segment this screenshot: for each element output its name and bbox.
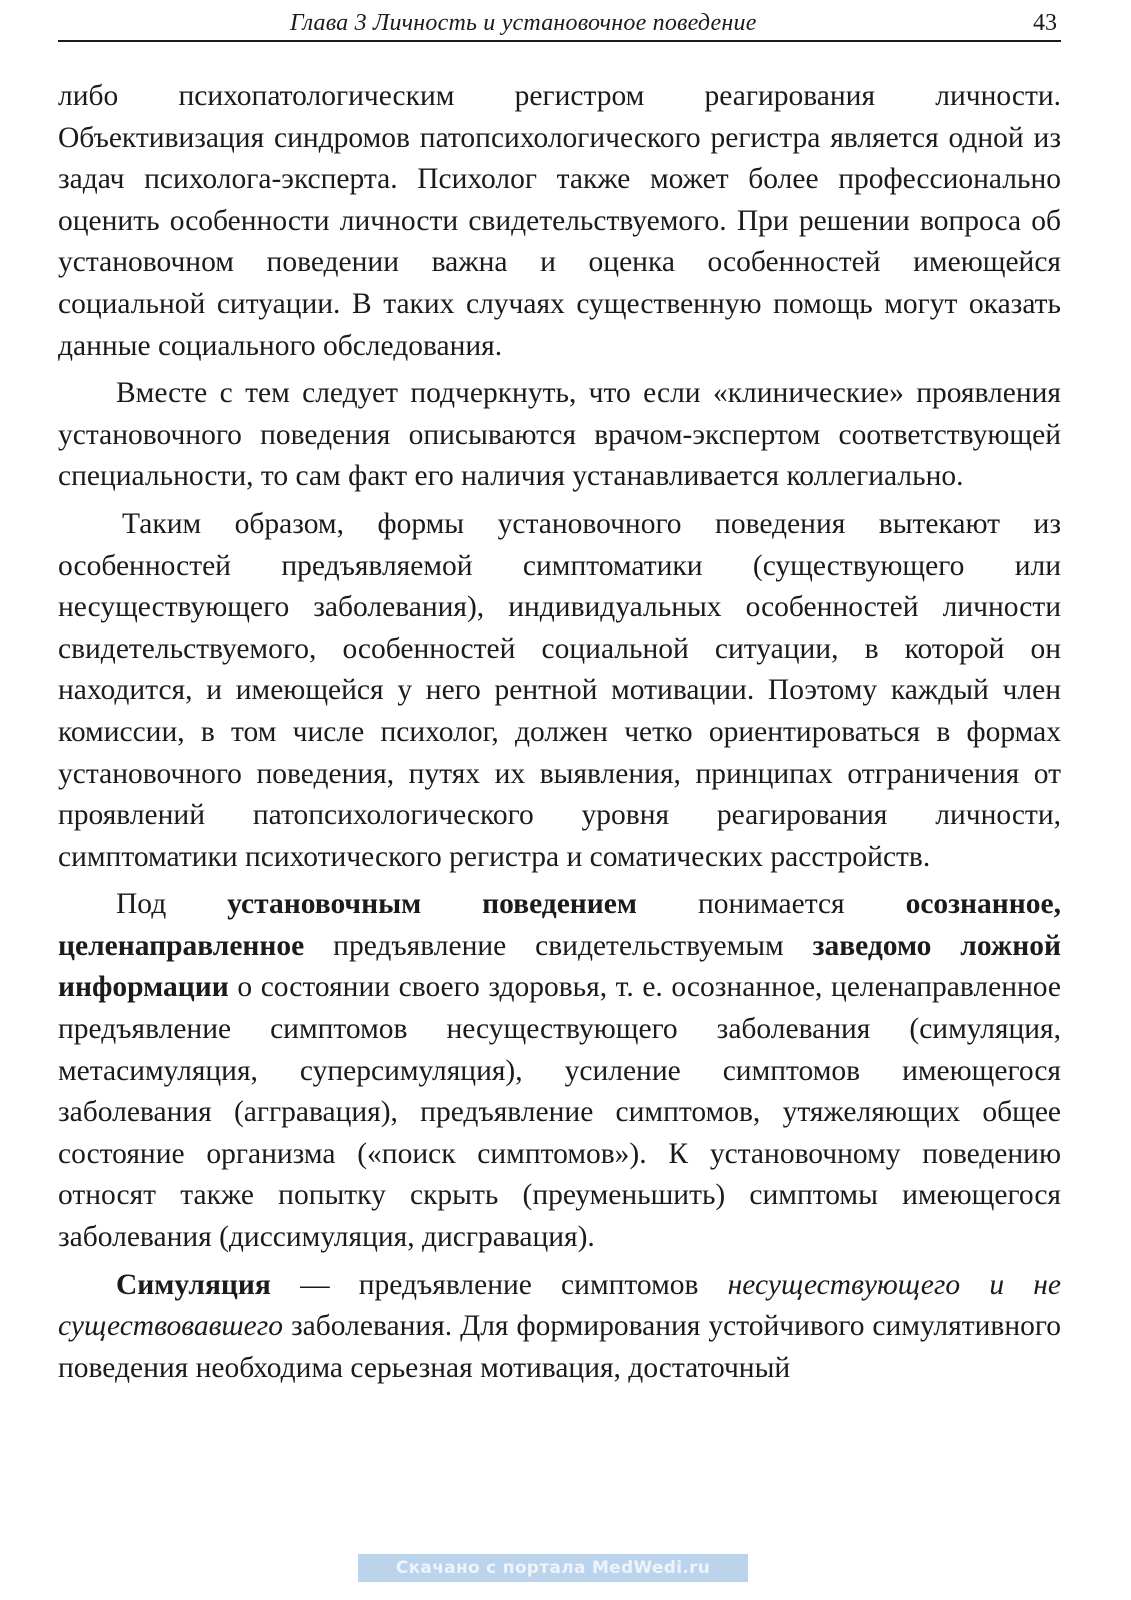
text-segment: о состоянии своего здоровья, т. е. осознанное, целенаправленное предъявление симптомов несуществующего заболевания (симуляция, метасимуляция, суперсимуляция), усиление симптомов имеющегося заболевания (аггравация), предъявление симптомов, утяжеляющих общее состояние организма («поиск симптомов»). К установочному поведению относят также попытку скрыть (преуменьшить) симптомы имеющегося заболевания (диссимуляция, дисгравация). <box>58 971 1061 1254</box>
term-ustanovochnoe-povedenie: установочным поведением <box>227 888 637 921</box>
paragraph-3: Таким образом, формы установочного поведения вытекают из особенностей предъявляемой симптоматики (существующего или несуществующего заболевания), индивидуальных особенностей личности свидетельствуемого, особенностей социальной ситуации, в которой он находится, и имеющейся у него рентной мотивации. Поэтому каждый член комиссии, в том числе психолог, должен четко ориентироваться в формах установочного поведения, путях их выявления, принципах отграничения от проявлений патопсихологического уровня реагирования личности, симптоматики психотического регистра и соматических расстройств. <box>58 507 1061 873</box>
text-segment: заболевания. Для формирования устойчивого симулятивного поведения необходима серьезная мотивация, достаточный <box>58 1310 1061 1384</box>
paragraph-2: Вместе с тем следует подчеркнуть, что если «клинические» проявления установочного поведения описываются врачом-экспертом соответствующей специальности, то сам факт его наличия устанавливается коллегиально. <box>58 377 1061 493</box>
paragraph-5 <box>58 1265 1061 1390</box>
book-page <box>58 0 1061 1600</box>
watermark-banner: Скачано с портала MedWedi.ru <box>358 1554 748 1582</box>
page-body <box>58 76 1061 1395</box>
text-segment: понимается <box>637 888 906 921</box>
text-segment: — предъявление симптомов <box>270 1268 728 1301</box>
running-header <box>58 6 1061 42</box>
term-lozhnaya-informaciya: заведомо ложной информации <box>58 929 1061 1004</box>
chapter-title: Глава 3 Личность и установочное поведение <box>290 10 757 36</box>
paragraph-4 <box>58 884 1061 1258</box>
term-simulyaciya: Симуляция <box>116 1268 271 1301</box>
term-osoznannoe: осознанное, целенаправленное <box>58 888 1061 962</box>
text-segment: предъявление свидетельствуемым <box>304 929 813 962</box>
paragraph-1: либо психопатологическим регистром реагирования личности. Объективизация синдромов патопсихологического регистра является одной из задач психолога-эксперта. Психолог также может более профессионально оценить особенности личности свидетельствуемого. При решении вопроса об установочном поведении важна и оценка особенностей имеющейся социальной ситуации. В таких случаях существенную помощь могут оказать данные социального обследования. <box>58 80 1061 362</box>
emphasis-text: несуществующего и не существовавшего <box>58 1268 1061 1343</box>
page-number: 43 <box>1033 10 1057 36</box>
text-segment: Под <box>116 888 228 921</box>
